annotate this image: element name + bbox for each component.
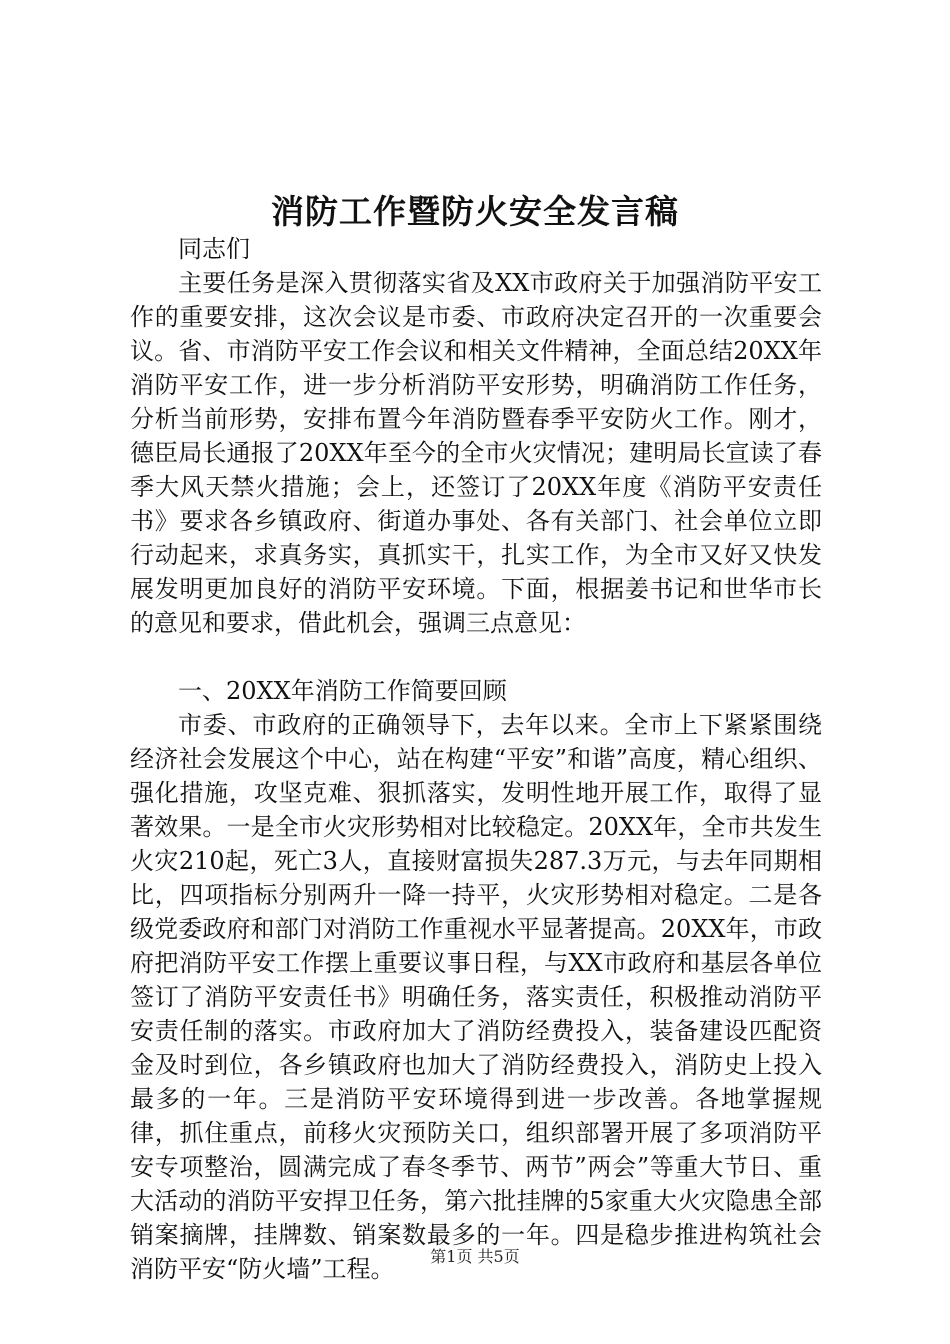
intro-paragraph: 主要任务是深入贯彻落实省及XX市政府关于加强消防平安工作的重要安排，这次会议是市委、市政府决定召开的一次重要会议。省、市消防平安工作会议和相关文件精神，全面总结20XX年消防平安工作，进一步分析消防平安形势，明确消防工作任务，分析当前形势，安排布置今年消防暨春季平安防火工作。刚才，德臣局长通报了20XX年至今的全市火灾情况；建明局长宣读了春季大风天禁火措施；会上，还签订了20XX年度《消防平安责任书》要求各乡镇政府、街道办事处、各有关部门、社会单位立即行动起来，求真务实，真抓实干，扎实工作，为全市又好又快发展发明更加良好的消防平安环境。下面，根据姜书记和世华市长的意见和要求，借此机会，强调三点意见： xyxy=(130,269,822,637)
document-title: 消防工作暨防火安全发言稿 xyxy=(271,192,679,231)
document-body xyxy=(130,232,822,1286)
section-heading: 一、20XX年消防工作简要回顾 xyxy=(178,677,507,705)
section-paragraph: 市委、市政府的正确领导下，去年以来。全市上下紧紧围绕经济社会发展这个中心，站在构建“平安”和谐”高度，精心组织、强化措施，攻坚克难、狠抓落实，发明性地开展工作，取得了显著效果。一是全市火灾形势相对比较稳定。20XX年，全市共发生火灾210起，死亡3人，直接财富损失287.3万元，与去年同期相比，四项指标分别两升一降一持平，火灾形势相对稳定。二是各级党委政府和部门对消防工作重视水平显著提高。20XX年，市政府把消防平安工作摆上重要议事日程，与XX市政府和基层各单位签订了消防平安责任书》明确任务，落实责任，积极推动消防平安责任制的落实。市政府加大了消防经费投入，装备建设匹配资金及时到位，各乡镇政府也加大了消防经费投入，消防史上投入最多的一年。三是消防平安环境得到进一步改善。各地掌握规律，抓住重点，前移火灾预防关口，组织部署开展了多项消防平安专项整治，圆满完成了春冬季节、两节”两会”等重大节日、重大活动的消防平安捍卫任务，第六批挂牌的5家重大火灾隐患全部销案摘牌，挂牌数、销案数最多的一年。四是稳步推进构筑社会消防平安“防火墙”工程。 xyxy=(130,711,822,1283)
salutation: 同志们 xyxy=(178,235,250,263)
page-footer: 第1页 共5页 xyxy=(430,1247,520,1266)
